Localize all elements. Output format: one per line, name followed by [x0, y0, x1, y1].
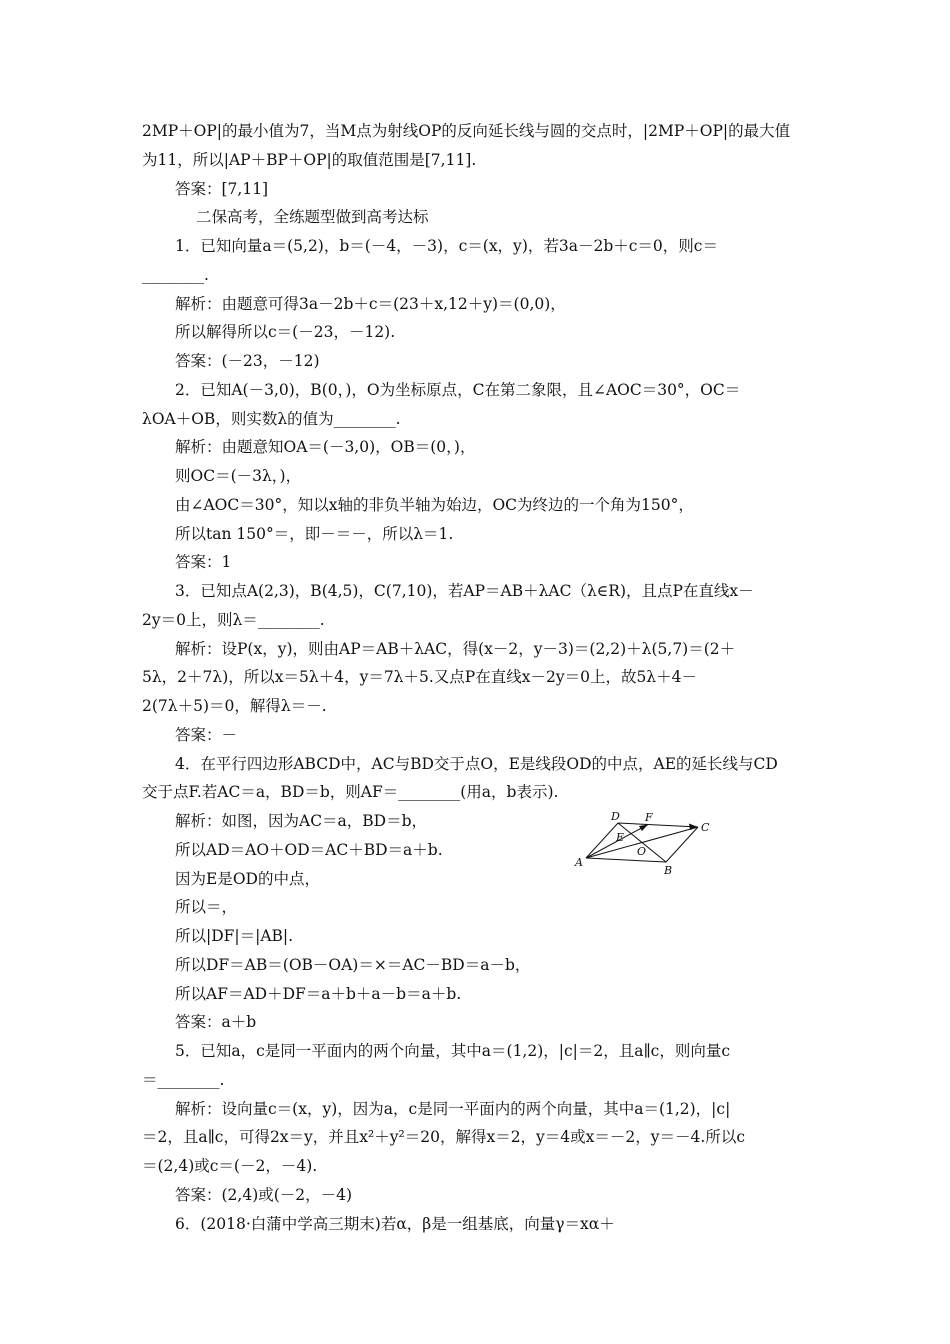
arrow-f-icon: [639, 825, 648, 832]
question-4: 4．在平行四边形ABCD中，AC与BD交于点O，E是线段OD的中点，AE的延长线与CD: [175, 755, 778, 773]
label-a: A: [575, 856, 583, 869]
question-6: 6．(2018·白蒲中学高三期末)若α，β是一组基底，向量γ＝xα＋: [175, 1215, 615, 1233]
solution-line: 因为E是OD的中点，: [175, 870, 320, 888]
text-line: 为11，所以|AP＋BP＋OP|的取值范围是[7,11].: [142, 151, 477, 169]
text-line: 5λ，2＋7λ)，所以x＝5λ＋4，y＝7λ＋5.又点P在直线x－2y＝0上，故5λ＋4－: [142, 668, 697, 686]
label-f: F: [645, 811, 653, 824]
edge-da: [586, 823, 618, 858]
solution-line: 所以AD＝AO＋OD＝AC＋BD＝a＋b.: [175, 841, 443, 859]
parallelogram-figure: [572, 808, 722, 880]
solution-line: 解析：设P(x，y)，则由AP＝AB＋λAC，得(x－2，y－3)＝(2,2)＋λ(5,7)＝(2＋: [175, 640, 736, 658]
text-line: 交于点F.若AC＝a，BD＝b，则AF＝________(用a，b表示).: [142, 783, 559, 801]
solution-line: 所以＝，: [175, 898, 238, 916]
solution-line: 所以解得所以c＝(－23，－12).: [175, 323, 396, 341]
question-2: 2．已知A(－3,0)，B(0，)，O为坐标原点，C在第二象限，且∠AOC＝30°，OC＝: [175, 381, 741, 399]
text-line: 2MP＋OP|的最小值为7，当M点为射线OP的反向延长线与圆的交点时，|2MP＋OP|的最大值: [142, 122, 791, 140]
solution-line: 所以AF＝AD＋DF＝a＋b＋a－b＝a＋b.: [175, 985, 462, 1003]
label-b: B: [664, 864, 673, 877]
solution-line: 解析：如图，因为AC＝a，BD＝b，: [175, 812, 428, 830]
text-line: ＝________.: [142, 1071, 225, 1089]
edge-ab: [586, 858, 666, 862]
text-line: ________.: [142, 266, 209, 284]
edge-cd: [618, 823, 698, 827]
text-line: λOA＋OB，则实数λ的值为________.: [142, 410, 401, 428]
answer-line: 答案：－: [175, 726, 238, 744]
label-e: E: [616, 831, 625, 844]
question-5: 5．已知a，c是同一平面内的两个向量，其中a＝(1,2)，|c|＝2，且a∥c，则向量c: [175, 1042, 731, 1060]
text-line: 2y＝0上，则λ＝________.: [142, 611, 325, 629]
text-line: ＝(2,4)或c＝(－2，－4).: [142, 1157, 318, 1175]
solution-line: 则OC＝(－3λ，)，: [175, 467, 302, 485]
question-1: 1．已知向量a＝(5,2)，b＝(－4，－3)，c＝(x，y)，若3a－2b＋c＝0，则c＝: [175, 237, 718, 255]
text-line: ＝2，且a∥c，可得2x＝y，并且x²＋y²＝20，解得x＝2，y＝4或x＝－2，y＝－4.所以c: [142, 1128, 746, 1146]
label-o: O: [637, 845, 647, 858]
answer-line: 答案：(2,4)或(－2，－4): [175, 1186, 353, 1204]
solution-line: 解析：设向量c＝(x，y)，因为a，c是同一平面内的两个向量，其中a＝(1,2)，|c|: [175, 1100, 731, 1118]
solution-line: 所以|DF|＝|AB|.: [175, 927, 294, 945]
solution-line: 所以DF＝AB＝(OB－OA)＝×＝AC－BD＝a－b，: [175, 956, 531, 974]
solution-line: 所以tan 150°＝，即－＝－，所以λ＝1.: [175, 525, 454, 543]
answer-line: 答案：(－23，－12): [175, 352, 320, 370]
solution-line: 由∠AOC＝30°，知以x轴的非负半轴为始边，OC为终边的一个角为150°，: [175, 496, 694, 514]
label-c: C: [701, 821, 710, 834]
edge-bc: [666, 827, 698, 862]
solution-line: 解析：由题意可得3a－2b＋c＝(23＋x,12＋y)＝(0,0)，: [175, 295, 566, 313]
answer-line: 答案：1: [175, 553, 232, 571]
solution-line: 解析：由题意知OA＝(－3,0)，OB＝(0，)，: [175, 438, 476, 456]
label-d: D: [611, 810, 620, 823]
question-3: 3．已知点A(2,3)，B(4,5)，C(7,10)，若AP＝AB＋λAC（λ∈R)，且点P在直线x－: [175, 582, 754, 600]
answer-line: 答案：[7,11]: [175, 180, 269, 198]
answer-line: 答案：a＋b: [175, 1013, 257, 1031]
section-heading: 二保高考，全练题型做到高考达标: [196, 208, 429, 226]
text-line: 2(7λ＋5)＝0，解得λ＝－.: [142, 697, 327, 715]
